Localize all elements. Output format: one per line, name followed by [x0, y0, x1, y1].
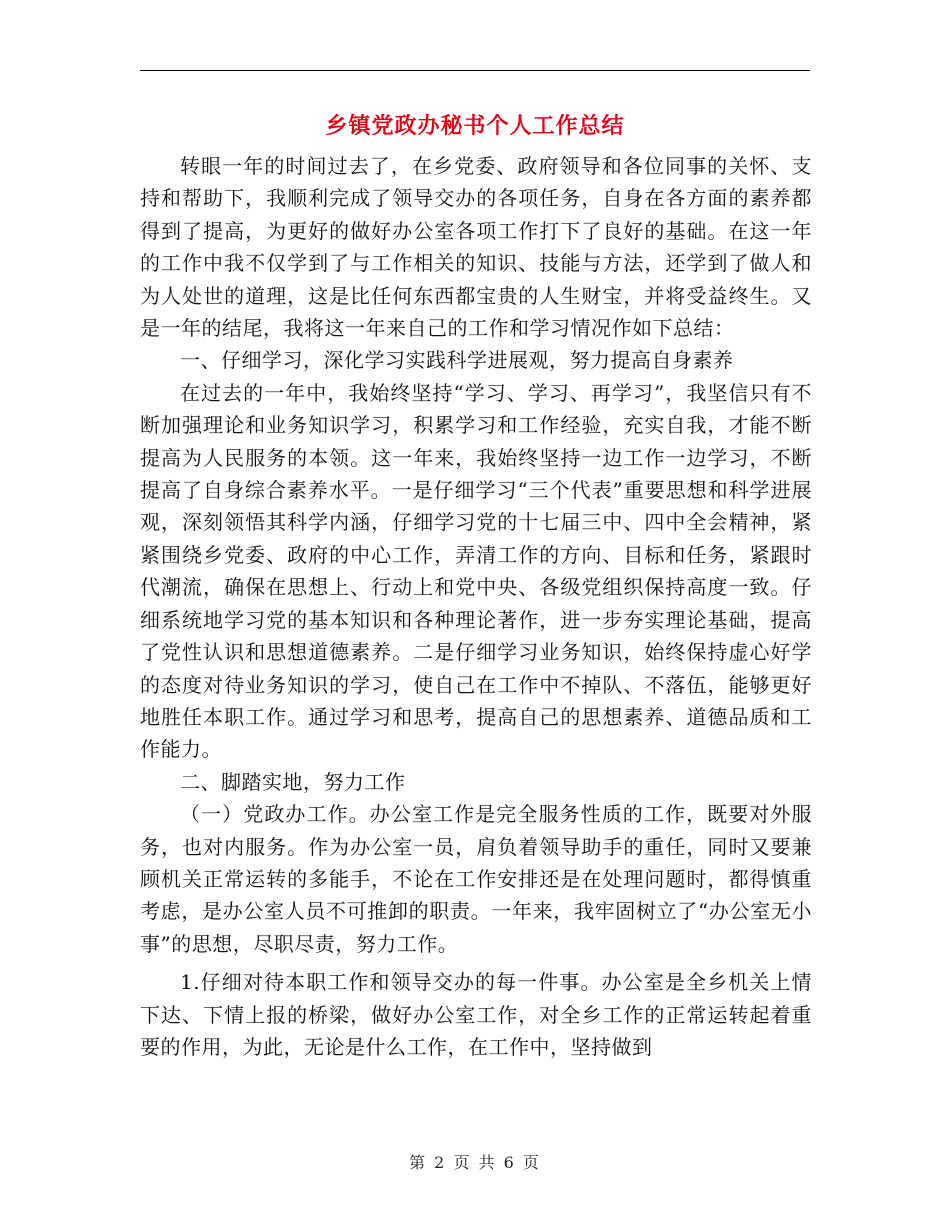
section-heading-study: 一、仔细学习，深化学习实践科学进展观，努力提高自身素养	[180, 348, 734, 373]
header-rule	[140, 70, 810, 71]
document-body	[140, 150, 812, 1063]
paragraph-study: 在过去的一年中，我始终坚持“学习、学习、再学习”，我坚信只有不断加强理论和业务知识学习，积累学习和工作经验，充实自我，才能不断提高为人民服务的本领。这一年来，我始终坚持一边工作一边学习，不断提高了自身综合素养水平。一是仔细学习“三个代表”重要思想和科学进展观，深刻领悟其科学内涵，仔细学习党的十七届三中、四中全会精神，紧紧围绕乡党委、政府的中心工作，弄清工作的方向、目标和任务，紧跟时代潮流，确保在思想上、行动上和党中央、各级党组织保持高度一致。仔细系统地学习党的基本知识和各种理论著作，进一步夯实理论基础，提高了党性认识和思想道德素养。二是仔细学习业务知识，始终保持虚心好学的态度对待业务知识的学习，使自己在工作中不掉队、不落伍，能够更好地胜任本职工作。通过学习和思考，提高自己的思想素养、道德品质和工作能力。	[140, 380, 812, 762]
paragraph-intro: 转眼一年的时间过去了，在乡党委、政府领导和各位同事的关怀、支持和帮助下，我顺利完成了领导交办的各项任务，自身在各方面的素养都得到了提高，为更好的做好办公室各项工作打下了良好的基础。在这一年的工作中我不仅学到了与工作相关的知识、技能与方法，还学到了做人和为人处世的道理，这是比任何东西都宝贵的人生财宝，并将受益终生。又是一年的结尾，我将这一年来自己的工作和学习情况作如下总结：	[140, 154, 812, 341]
paragraph-item-1: 1.仔细对待本职工作和领导交办的每一件事。办公室是全乡机关上情下达、下情上报的桥梁，做好办公室工作，对全乡工作的正常运转起着重要的作用，为此，无论是什么工作，在工作中，坚持做到	[140, 970, 812, 1059]
page-number-footer: 第 2 页 共 6 页	[409, 1153, 541, 1172]
paragraph-office-work: （一）党政办工作。办公室工作是完全服务性质的工作，既要对外服务，也对内服务。作为办公室一员，肩负着领导助手的重任，同时又要兼顾机关正常运转的多能手，不论在工作安排还是在处理问题时，都得慎重考虑，是办公室人员不可推卸的职责。一年来，我牢固树立了“办公室无小事”的思想，尽职尽责，努力工作。	[140, 802, 812, 956]
section-heading-work: 二、脚踏实地，努力工作	[180, 769, 406, 794]
document-title: 乡镇党政办秘书个人工作总结	[325, 113, 625, 139]
